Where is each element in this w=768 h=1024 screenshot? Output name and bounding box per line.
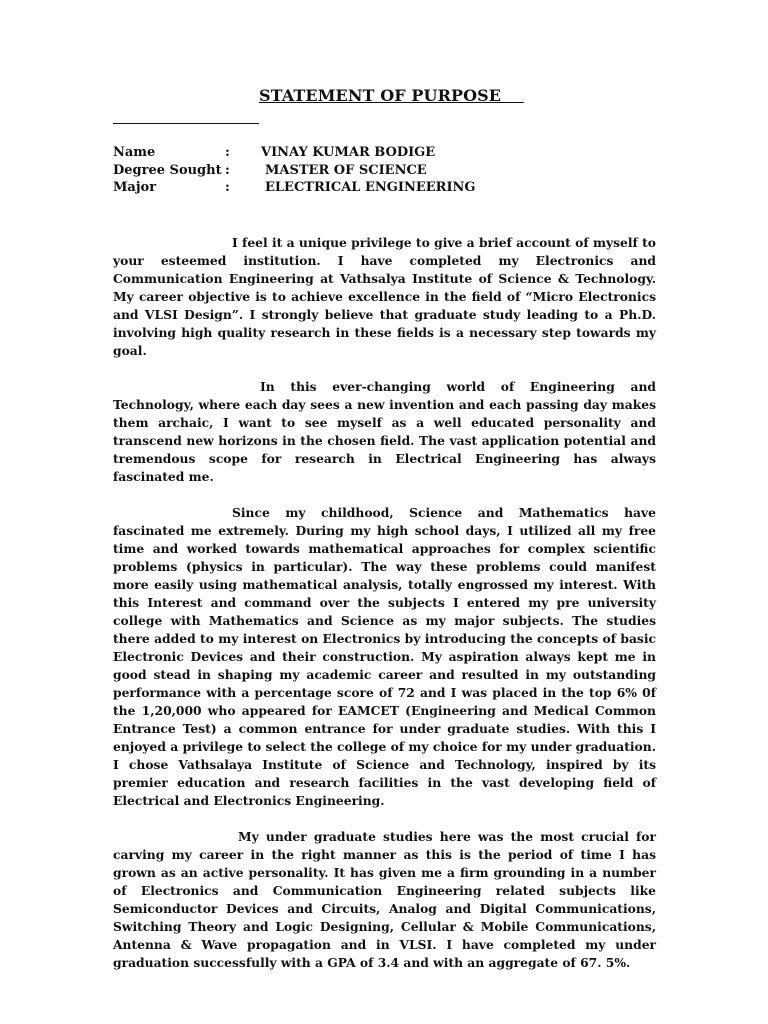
paragraph: Since my childhood, Science and Mathematics have fascinated me extremely. During my high school days, I utilized all my free time and worked towards mathematical approaches for complex scientific problems (physics in particular). The way these problems could manifest more easily using mathematical analysis, totally engrossed my interest. With this Interest and command over the subjects I entered my pre university college with Mathematics and Science as my major subjects. The studies there added to my interest on Electronics by introducing the concepts of basic Electronic Devices and their construction. My aspiration always kept me in good stead in shaping my academic career and resulted in my outstanding performance with a percentage score of 72 and I was placed in the top 6% 0f the 1,20,000 who appeared for EAMCET (Engineering and Medical Common Entrance Test) a common entrance for under graduate studies. With this I enjoyed a privilege to select the college of my choice for my under graduation. I chose Vathsalaya Institute of Science and Technology, inspired by its premier education and research facilities in the vast developing field of Electrical and Electronics Engineering. [113, 505, 656, 808]
paragraph: In this ever-changing world of Engineering and Technology, where each day sees a new invention and each passing day makes them archaic, I want to see myself as a well educated personality and transcend new horizons in the chosen field. The vast application potential and tremendous scope for research in Electrical Engineering has always fascinated me. [113, 379, 656, 484]
document-title: STATEMENT OF PURPOSE [259, 86, 524, 105]
detail-label: Degree Sought [113, 162, 222, 178]
detail-value: ELECTRICAL ENGINEERING [265, 180, 476, 195]
document-body [113, 234, 656, 990]
paragraph: I feel it a unique privilege to give a brief account of myself to your esteemed institution. I have completed my Electronics and Communication Engineering at Vathsalya Institute of Science & Technology. My career objective is to achieve excellence in the field of “Micro Electronics and VLSI Design”. I strongly believe that graduate study leading to a Ph.D. involving high quality research in these fields is a necessary step towards my goal. [113, 235, 656, 358]
detail-label: Name [113, 145, 156, 160]
title-rule [113, 123, 259, 124]
detail-colon: : [225, 162, 230, 178]
detail-colon: : [225, 145, 230, 160]
paragraph: My under graduate studies here was the most crucial for carving my career in the right manner as this is the period of time I has grown as an active personality. It has given me a firm grounding in a number of Electronics and Communication Engineering related subjects like Semiconductor Devices and Circuits, Analog and Digital Communications, Switching Theory and Logic Designing, Cellular & Mobile Communications, Antenna & Wave propagation and in VLSI. I have completed my under graduation successfully with a GPA of 3.4 and with an aggregate of 67. 5%. [113, 829, 656, 970]
detail-value: MASTER OF SCIENCE [265, 162, 427, 178]
detail-value: VINAY KUMAR BODIGE [261, 145, 436, 160]
detail-label: Major [113, 180, 157, 195]
detail-colon: : [225, 180, 230, 195]
